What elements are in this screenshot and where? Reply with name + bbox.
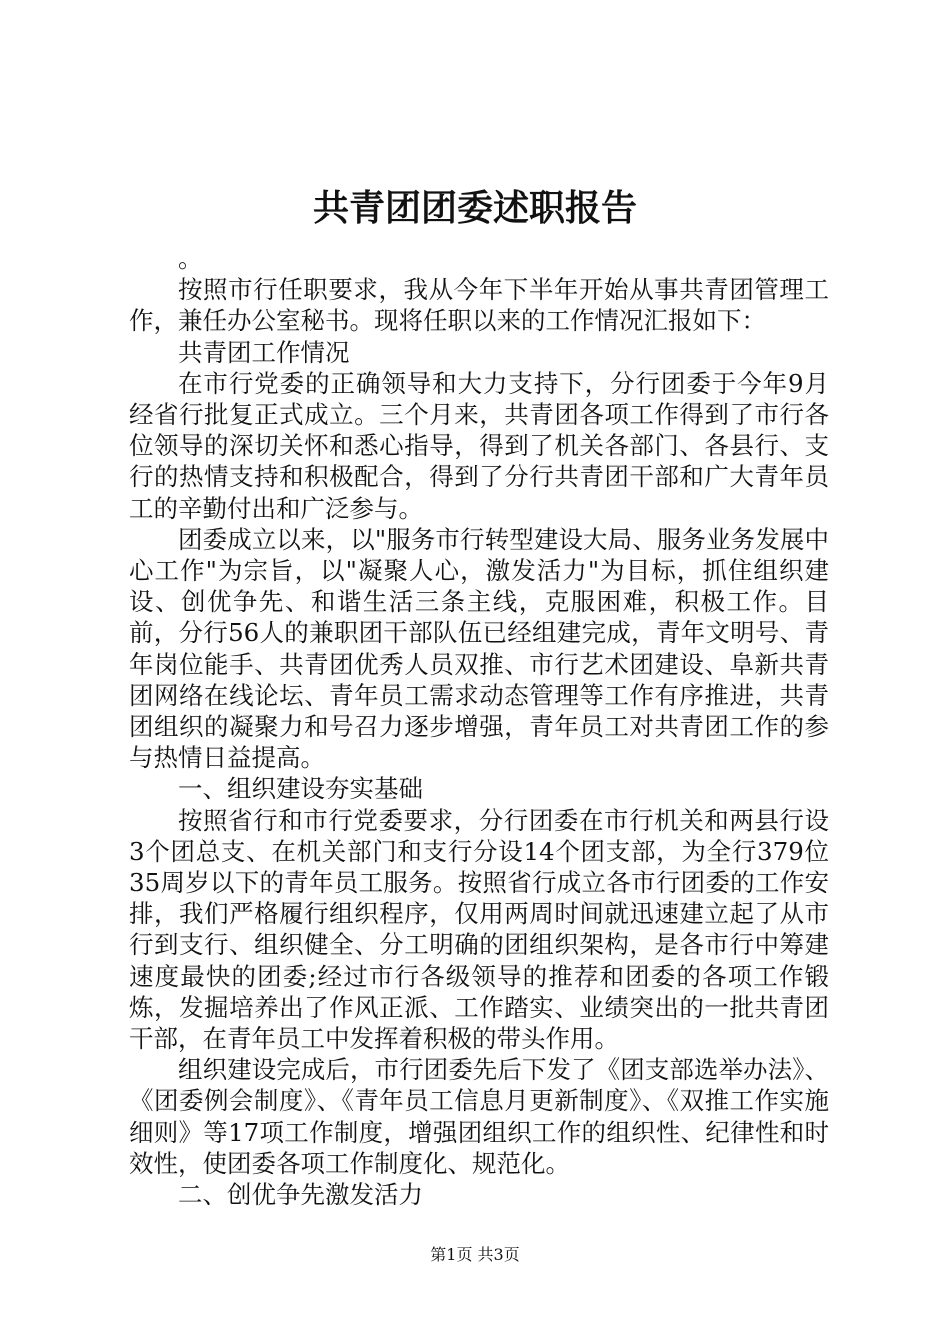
section-heading-organization: 一、组织建设夯实基础	[178, 774, 423, 804]
body-paragraph: 在市行党委的正确领导和大力支持下，分行团委于今年9月经省行批复正式成立。三个月来，共青团各项工作得到了市行各位领导的深切关怀和悉心指导，得到了机关各部门、各县行、支行的热情支持和积极配合，得到了分行共青团干部和广大青年员工的辛勤付出和广泛参与。	[129, 368, 829, 523]
body-paragraph: 组织建设完成后，市行团委先后下发了《团支部选举办法》、《团委例会制度》、《青年员工信息月更新制度》、《双推工作实施细则》等17项工作制度，增强团组织工作的组织性、纪律性和时效性，使团委各项工作制度化、规范化。	[129, 1055, 829, 1178]
intro-paragraph: 按照市行任职要求，我从今年下半年开始从事共青团管理工作，兼任办公室秘书。现将任职以来的工作情况汇报如下：	[129, 275, 829, 336]
document-body	[129, 243, 829, 1210]
body-paragraph: 团委成立以来，以"服务市行转型建设大局、服务业务发展中心工作"为宗旨，以"凝聚人心，激发活力"为目标，抓住组织建设、创优争先、和谐生活三条主线，克服困难，积极工作。目前，分行56人的兼职团干部队伍已经组建完成，青年文明号、青年岗位能手、共青团优秀人员双推、市行艺术团建设、阜新共青团网络在线论坛、青年员工需求动态管理等工作有序推进，共青团组织的凝聚力和号召力逐步增强，青年员工对共青团工作的参与热情日益提高。	[129, 524, 829, 773]
page-footer: 第1页 共3页	[430, 1245, 520, 1264]
section-heading-excellence: 二、创优争先激发活力	[178, 1180, 423, 1210]
leading-punctuation: 。	[178, 244, 203, 273]
section-heading-work-status: 共青团工作情况	[178, 337, 350, 367]
page-title: 共青团团委述职报告	[312, 187, 637, 229]
body-paragraph: 按照省行和市行党委要求，分行团委在市行机关和两县行设3个团总支、在机关部门和支行分设14个团支部，为全行379位35周岁以下的青年员工服务。按照省行成立各市行团委的工作安排，我们严格履行组织程序，仅用两周时间就迅速建立起了从市行到支行、组织健全、分工明确的团组织架构，是各市行中筹建速度最快的团委;经过市行各级领导的推荐和团委的各项工作锻炼，发掘培养出了作风正派、工作踏实、业绩突出的一批共青团干部，在青年员工中发挥着积极的带头作用。	[129, 805, 829, 1054]
